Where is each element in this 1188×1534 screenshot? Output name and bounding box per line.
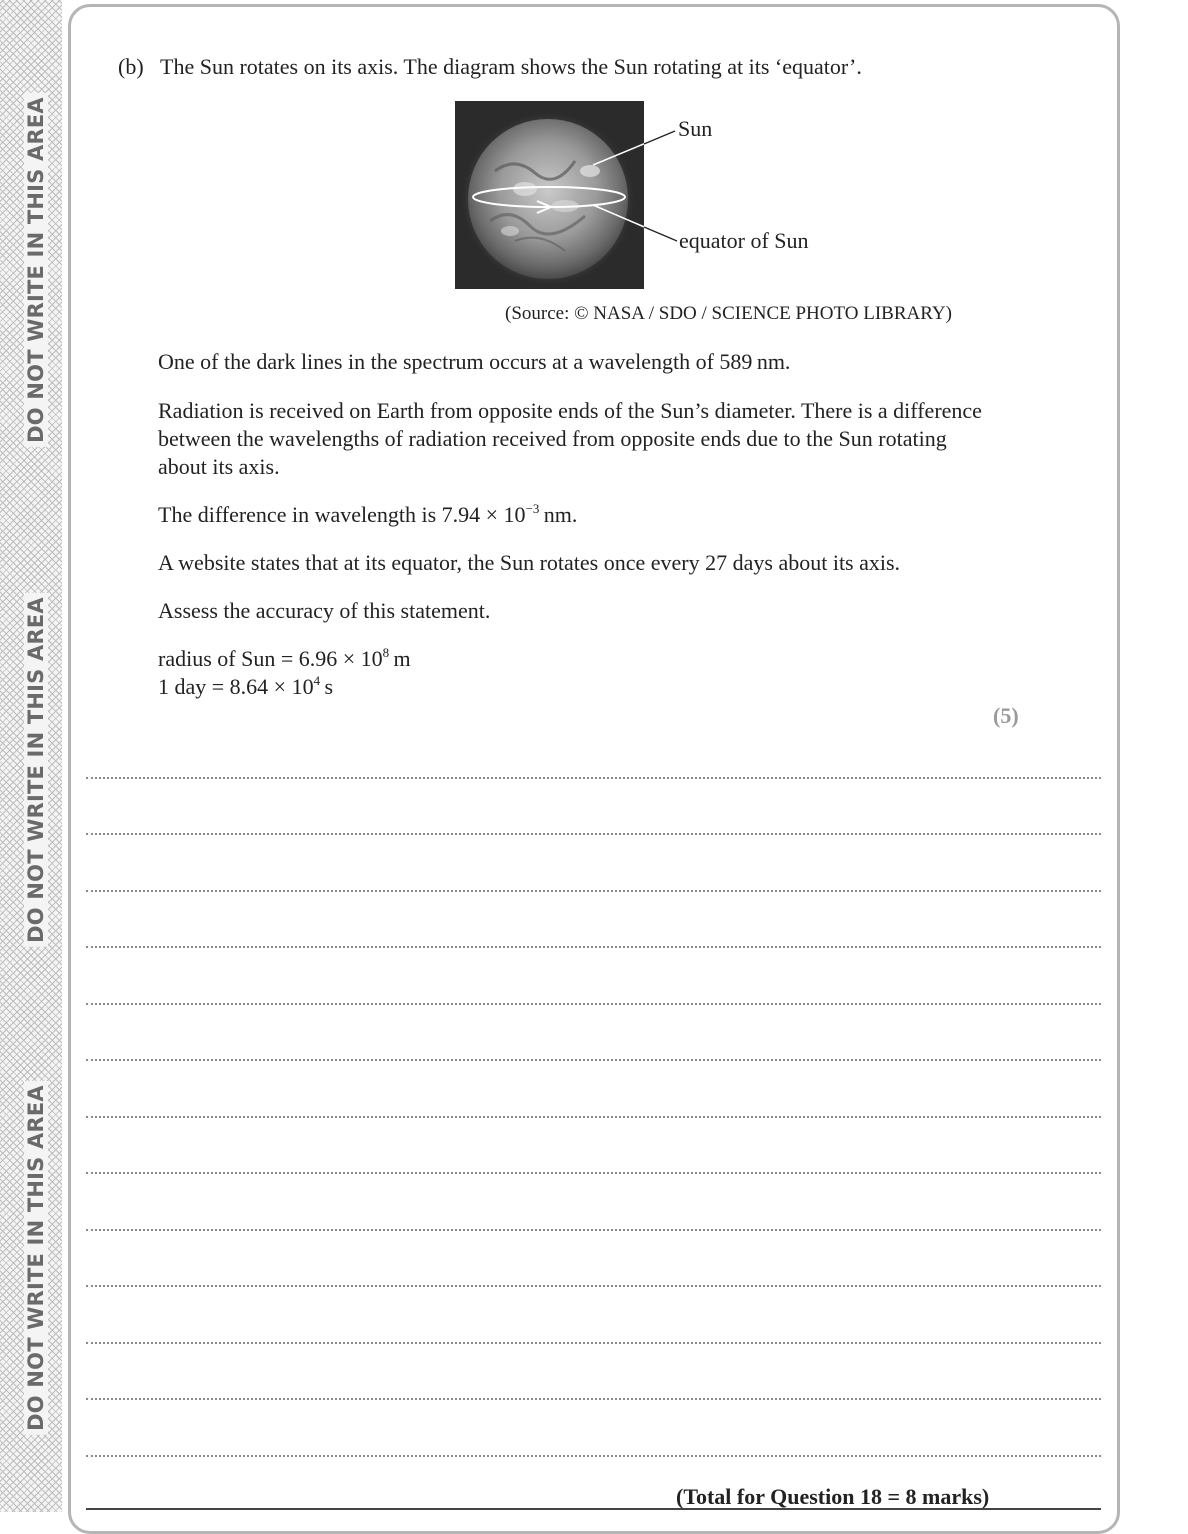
answer-line[interactable] [86, 1285, 1101, 1287]
difference-exponent: −3 [525, 501, 540, 516]
day-unit: s [320, 674, 334, 699]
paragraph-website: A website states that at its equator, the Sun rotates once every 27 days about its axis. [158, 550, 901, 575]
equator-ellipse [473, 187, 625, 207]
margin-warning-top: DO NOT WRITE IN THIS AREA [24, 93, 48, 447]
paragraph-radiation: Radiation is received on Earth from opposite ends of the Sun’s diameter. There is a difference between the wavelengths of radiation received from opposite ends due to the Sun rotating about its axis. [158, 398, 982, 479]
day-exponent: 4 [313, 673, 321, 688]
question-part-label: (b) [118, 54, 144, 79]
paragraph-assess: Assess the accuracy of this statement. [158, 598, 491, 623]
difference-text: The difference in wavelength is 7.94 × 10 [158, 502, 526, 527]
answer-line[interactable] [86, 1059, 1101, 1061]
day-text: 1 day = 8.64 × 10 [158, 674, 314, 699]
answer-line[interactable] [86, 1229, 1101, 1231]
label-sun: Sun [678, 116, 713, 141]
answer-line[interactable] [86, 1342, 1101, 1344]
answer-line[interactable] [86, 946, 1101, 948]
marks-available: (5) [993, 703, 1019, 728]
answer-line[interactable] [86, 777, 1101, 779]
margin-strip [0, 0, 62, 1512]
data-radius [158, 645, 988, 676]
answer-line[interactable] [86, 1116, 1101, 1118]
sun-diagram-overlay [455, 101, 855, 291]
answer-line[interactable] [86, 1455, 1101, 1457]
label-equator: equator of Sun [679, 228, 809, 253]
paragraph-wavelength: One of the dark lines in the spectrum occurs at a wavelength of 589 nm. [158, 349, 791, 374]
question-total: (Total for Question 18 = 8 marks) [676, 1484, 990, 1509]
margin-warning-middle: DO NOT WRITE IN THIS AREA [24, 593, 48, 947]
paragraph-difference [158, 501, 988, 532]
margin-warning-bottom: DO NOT WRITE IN THIS AREA [24, 1081, 48, 1435]
data-day [158, 673, 988, 704]
question-intro: The Sun rotates on its axis. The diagram shows the Sun rotating at its ‘equator’. [160, 54, 862, 79]
bottom-rule [86, 1508, 1101, 1510]
answer-line[interactable] [86, 1398, 1101, 1400]
image-source: (Source: © NASA / SDO / SCIENCE PHOTO LIBRARY) [505, 303, 952, 324]
difference-unit: nm. [539, 502, 578, 527]
sun-leader-line [644, 131, 675, 144]
answer-line[interactable] [86, 890, 1101, 892]
equator-leader-line [644, 227, 677, 241]
answer-line[interactable] [86, 833, 1101, 835]
radius-text: radius of Sun = 6.96 × 10 [158, 646, 383, 671]
answer-line[interactable] [86, 1003, 1101, 1005]
radius-unit: m [389, 646, 411, 671]
answer-line[interactable] [86, 1172, 1101, 1174]
radius-exponent: 8 [382, 645, 390, 660]
